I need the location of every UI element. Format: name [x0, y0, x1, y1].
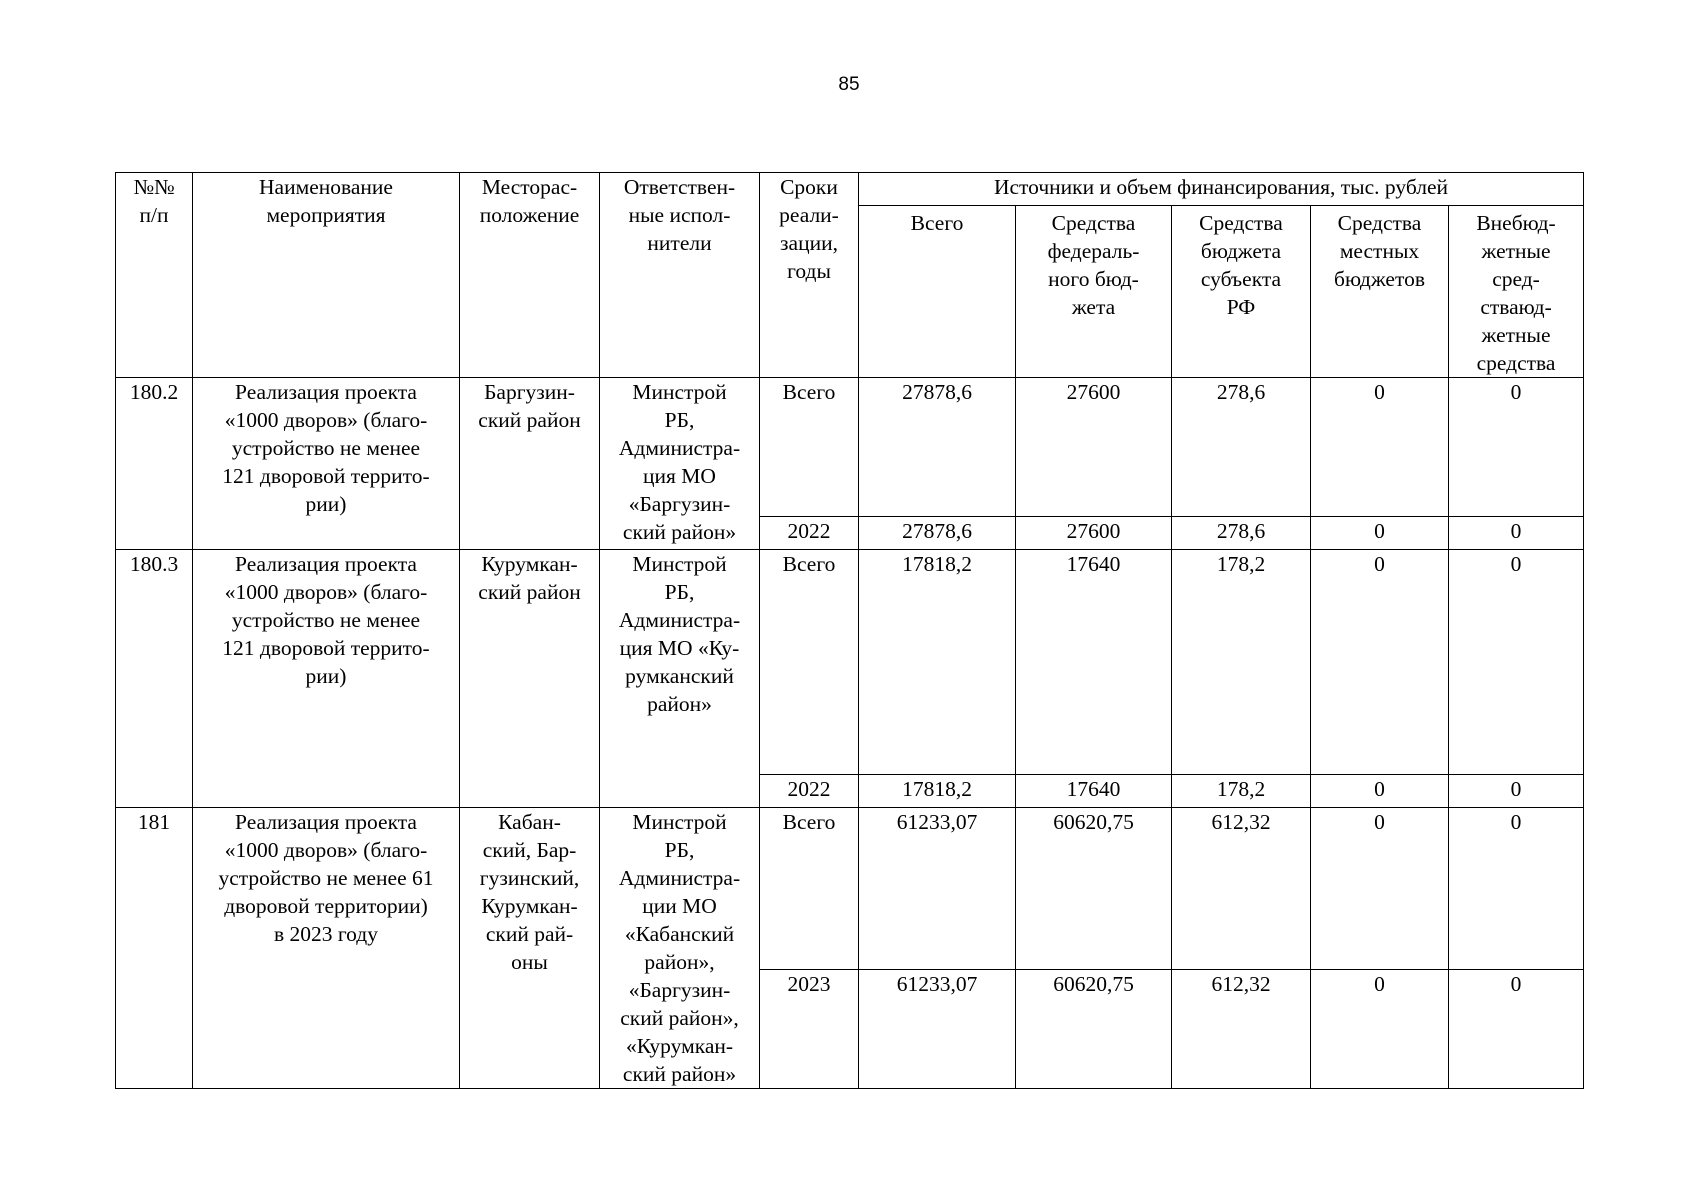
table-row	[116, 808, 1584, 970]
cell-extra: 0	[1449, 775, 1584, 808]
cell-responsible: Минстрой РБ, Администра- ции МО «Кабанский район», «Баргузин- ский район», «Курумкан- ский район»	[600, 808, 760, 1089]
cell-term: Всего	[760, 808, 859, 970]
cell-location: Кабан- ский, Бар- гузинский, Курумкан- ский рай- оны	[460, 808, 600, 1089]
header-location: Месторас- положение	[460, 173, 600, 378]
cell-local: 0	[1311, 775, 1449, 808]
cell-total: 61233,07	[859, 970, 1016, 1089]
cell-name: Реализация проекта «1000 дворов» (благо- устройство не менее 121 дворовой террито- рии)	[193, 550, 460, 808]
cell-federal: 27600	[1016, 517, 1172, 550]
page-number: 85	[838, 74, 860, 95]
header-regional: Средства бюджета субъекта РФ	[1172, 206, 1311, 378]
table-row	[116, 378, 1584, 517]
cell-local: 0	[1311, 550, 1449, 775]
cell-regional: 278,6	[1172, 517, 1311, 550]
cell-federal: 17640	[1016, 550, 1172, 775]
cell-total: 17818,2	[859, 550, 1016, 775]
cell-regional: 612,32	[1172, 808, 1311, 970]
header-name: Наименование мероприятия	[193, 173, 460, 378]
cell-local: 0	[1311, 378, 1449, 517]
cell-term: 2022	[760, 517, 859, 550]
cell-responsible: Минстрой РБ, Администра- ция МО «Ку- румканский район»	[600, 550, 760, 808]
cell-extra: 0	[1449, 808, 1584, 970]
header-total: Всего	[859, 206, 1016, 378]
cell-extra: 0	[1449, 970, 1584, 1089]
cell-location: Курумкан- ский район	[460, 550, 600, 808]
cell-num: 180.2	[116, 378, 193, 550]
cell-federal: 60620,75	[1016, 970, 1172, 1089]
cell-total: 27878,6	[859, 517, 1016, 550]
cell-total: 17818,2	[859, 775, 1016, 808]
cell-location: Баргузин- ский район	[460, 378, 600, 550]
cell-local: 0	[1311, 808, 1449, 970]
header-local: Средства местных бюджетов	[1311, 206, 1449, 378]
header-terms: Сроки реали- зации, годы	[760, 173, 859, 378]
cell-regional: 178,2	[1172, 550, 1311, 775]
cell-regional: 278,6	[1172, 378, 1311, 517]
cell-total: 27878,6	[859, 378, 1016, 517]
cell-local: 0	[1311, 970, 1449, 1089]
cell-responsible: Минстрой РБ, Администра- ция МО «Баргузин- ский район»	[600, 378, 760, 550]
cell-extra: 0	[1449, 550, 1584, 775]
cell-regional: 178,2	[1172, 775, 1311, 808]
cell-name: Реализация проекта «1000 дворов» (благо- устройство не менее 61 дворовой территории) в 2023 году	[193, 808, 460, 1089]
cell-name: Реализация проекта «1000 дворов» (благо- устройство не менее 121 дворовой террито- рии)	[193, 378, 460, 550]
cell-regional: 612,32	[1172, 970, 1311, 1089]
header-num: №№ п/п	[116, 173, 193, 378]
cell-term: 2022	[760, 775, 859, 808]
cell-extra: 0	[1449, 378, 1584, 517]
financing-table	[115, 172, 1584, 1089]
header-extrabudget: Внебюд- жетные сред- стваюд- жетные средства	[1449, 206, 1584, 378]
cell-term: Всего	[760, 378, 859, 517]
cell-extra: 0	[1449, 517, 1584, 550]
table-row	[116, 550, 1584, 775]
header-row	[116, 173, 1584, 206]
cell-federal: 27600	[1016, 378, 1172, 517]
cell-term: 2023	[760, 970, 859, 1089]
header-sources: Источники и объем финансирования, тыс. рублей	[859, 173, 1584, 206]
cell-local: 0	[1311, 517, 1449, 550]
header-responsible: Ответствен- ные испол- нители	[600, 173, 760, 378]
header-federal: Средства федераль- ного бюд- жета	[1016, 206, 1172, 378]
cell-num: 181	[116, 808, 193, 1089]
cell-term: Всего	[760, 550, 859, 775]
cell-total: 61233,07	[859, 808, 1016, 970]
cell-federal: 60620,75	[1016, 808, 1172, 970]
cell-federal: 17640	[1016, 775, 1172, 808]
cell-num: 180.3	[116, 550, 193, 808]
